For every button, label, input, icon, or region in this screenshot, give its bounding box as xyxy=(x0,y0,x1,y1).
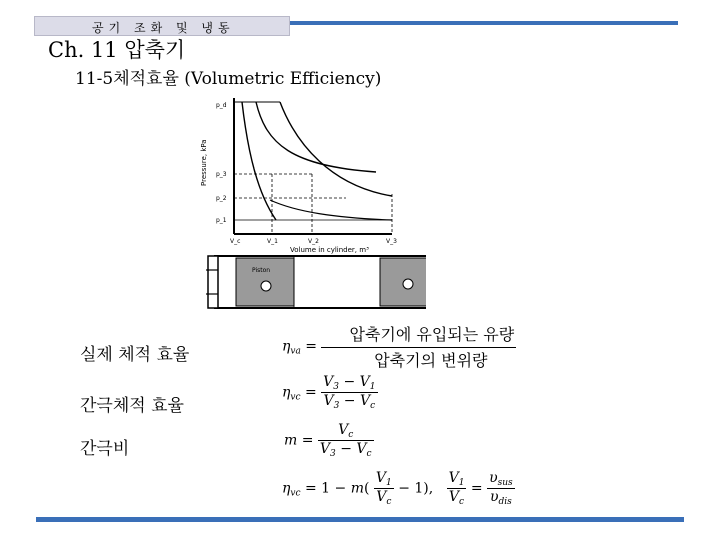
chapter-title: Ch. 11 압축기 xyxy=(48,38,186,62)
x-tick-vc: V_c xyxy=(230,238,241,245)
y-tick-p3: p_3 xyxy=(216,171,227,178)
y-tick-p2: p_2 xyxy=(216,195,227,202)
eta-vc-fraction: $\frac{V_3 - V_1}{V_3 - V_c}$ xyxy=(323,374,376,411)
curve-1 xyxy=(242,102,276,220)
x-tick-v2: V_2 xyxy=(308,238,319,245)
y-tick-pd: p_d xyxy=(216,102,227,109)
label-clearance-volumetric-efficiency: 간극체적 효율 xyxy=(80,396,184,416)
bottom-rule xyxy=(36,517,684,522)
label-actual-volumetric-efficiency: 실제 체적 효율 xyxy=(80,345,190,365)
specific-volume-fraction: $\frac{\upsilon_{sus}}{\upsilon_{dis}}$ xyxy=(489,470,513,507)
curve-3 xyxy=(280,102,392,196)
formula-eta-vc: $\eta_{vc}$ = $\frac{V_3 - V_1}{V_3 - V_c}$ xyxy=(282,374,376,411)
eta-va-fraction xyxy=(321,322,516,371)
course-title: 공기 조화 및 냉동 xyxy=(92,21,235,35)
piston-label: Piston xyxy=(252,267,271,274)
label-clearance-ratio: 간극비 xyxy=(80,439,130,459)
y-axis-label: Pressure, kPa xyxy=(200,139,208,186)
cylinder-head xyxy=(208,256,218,308)
x-axis-label: Volume in cylinder, m³ xyxy=(290,246,369,254)
m-fraction: $\frac{V_c}{V_3 - V_c}$ xyxy=(319,422,372,459)
x-tick-v3: V_3 xyxy=(386,238,397,245)
curve-2 xyxy=(256,102,376,172)
v1-vc-fraction: $\frac{V_1}{V_c}$ xyxy=(375,470,392,507)
v1-vc-fraction-2: $\frac{V_1}{V_c}$ xyxy=(448,470,465,507)
top-rule xyxy=(290,21,678,25)
pv-diagram-figure xyxy=(196,94,426,316)
formula-eta-vc-expanded: $\eta_{vc} = 1 - m$( $\frac{V_1}{V_c}$ − 1), $\frac{V_1}{V_c}$ = $\frac{\upsilon_{sus}}{\upsilon_{dis}}$ xyxy=(282,470,513,507)
eta-va-numerator: 압축기에 유입되는 유량 xyxy=(321,322,516,348)
y-tick-p1: p_1 xyxy=(216,217,227,224)
piston-pin-right xyxy=(403,279,413,289)
eta-va-denominator: 압축기의 변위량 xyxy=(374,351,488,370)
x-tick-v1: V_1 xyxy=(267,238,278,245)
curve-4 xyxy=(270,200,392,220)
formula-eta-va: $\eta_{va}$ = $\frac{\text{압축기에 유입되는 유량}}{\text{압축기의 변위량}}$ xyxy=(282,322,516,371)
section-title: 11-5체적효율 (Volumetric Efficiency) xyxy=(75,69,382,89)
piston-pin-left xyxy=(261,281,271,291)
formula-m: m = $\frac{V_c}{V_3 - V_c}$ xyxy=(284,422,372,459)
